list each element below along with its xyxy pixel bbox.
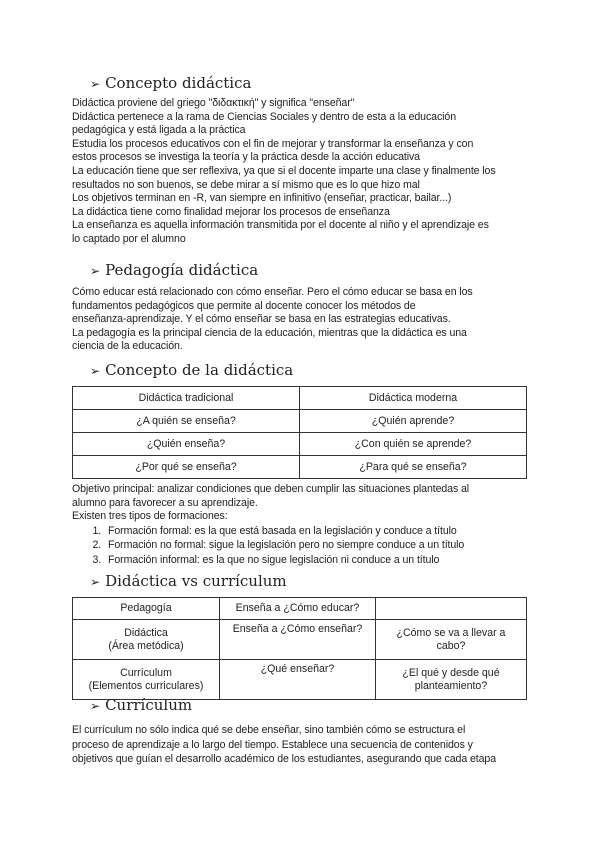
table-row — [73, 660, 527, 700]
table-cell: Didáctica moderna — [300, 387, 527, 410]
table-didactica-vs-curriculum — [72, 597, 528, 700]
text-line: lo captado por el alumno — [72, 232, 186, 245]
text-line: fundamentos pedagógicos que permite al docente conocer los métodos de — [72, 299, 416, 312]
text-line: El currículum no sólo indica qué se debe enseñar, sino también cómo se estructura el — [72, 724, 466, 736]
paragraph-pedagogia — [72, 286, 528, 354]
list-item: 2. Formación no formal: sigue la legislación pero no siempre conduce a un título — [104, 538, 528, 553]
paragraph-curriculum — [72, 723, 528, 767]
text-line: objetivos que guían el desarrollo académico de los estudiantes, asegurando que cada etapa — [72, 753, 496, 766]
table-cell: Enseña a ¿Cómo educar? — [220, 598, 376, 620]
table-didactica-tradicional-moderna — [72, 386, 528, 479]
text-line: proceso de aprendizaje a lo largo del tiempo. Establece una secuencia de contenidos y — [72, 738, 473, 751]
table-cell: ¿Para qué se enseña? — [300, 456, 527, 479]
arrowhead-bullet-icon: ➢ — [90, 364, 101, 378]
table-cell: ¿Por qué se enseña? — [73, 456, 300, 479]
heading-text: Pedagogía didáctica — [105, 261, 259, 279]
table-row — [73, 598, 527, 620]
paragraph-objetivo — [72, 483, 528, 568]
arrowhead-bullet-icon: ➢ — [90, 699, 101, 713]
list-item: 3. Formación informal: es la que no sigue legislación ni conduce a un título — [104, 553, 528, 568]
heading-concepto-de-la-didactica — [90, 361, 293, 379]
text-line: estos procesos se investiga la teoría y la práctica desde la acción educativa — [72, 151, 420, 164]
arrowhead-bullet-icon: ➢ — [90, 77, 101, 91]
table-cell: Enseña a ¿Cómo enseñar? — [220, 620, 376, 660]
table-cell — [376, 598, 527, 620]
text-line: La educación tiene que ser reflexiva, ya que si el docente imparte una clase y finalmente los — [72, 164, 496, 177]
heading-didactica-vs-curriculum — [90, 572, 287, 590]
heading-pedagogia-didactica — [90, 261, 258, 279]
table-cell: ¿Cómo se va a llevar a cabo? — [376, 620, 527, 660]
table-cell: Pedagogía — [73, 598, 220, 620]
table-cell: ¿El qué y desde qué planteamiento? — [376, 660, 527, 700]
text-line: pedagógica y está ligada a la práctica — [72, 124, 246, 137]
table-cell: ¿Quién enseña? — [73, 433, 300, 456]
table-cell: Didáctica tradicional — [73, 387, 300, 410]
text-line: alumno para favorecer a su aprendizaje. — [72, 496, 258, 509]
list-item: 1. Formación formal: es la que está basada en la legislación y conduce a título — [104, 524, 528, 539]
text-line: La didáctica tiene como finalidad mejorar los procesos de enseñanza — [72, 205, 390, 218]
heading-curriculum — [90, 696, 192, 714]
text-line: Didáctica pertenece a la rama de Ciencias Sociales y dentro de esta a la educación — [72, 110, 456, 123]
table-cell: Didáctica (Área metódica) — [73, 620, 220, 660]
text-line: Objetivo principal: analizar condiciones que deben cumplir las situaciones plantedas al — [72, 483, 470, 495]
text-line: La enseñanza es aquella información transmitida por el docente al niño y el aprendizaje es — [72, 219, 489, 232]
paragraph-concepto — [72, 97, 528, 247]
heading-text: Didáctica vs currículum — [105, 572, 287, 590]
formaciones-list — [72, 524, 528, 568]
table-cell: ¿Con quién se aprende? — [300, 433, 527, 456]
text-line: Estudia los procesos educativos con el fin de mejorar y transformar la enseñanza y con — [72, 137, 474, 150]
table-cell: ¿A quién se enseña? — [73, 410, 300, 433]
arrowhead-bullet-icon: ➢ — [90, 575, 101, 589]
table-row — [73, 387, 527, 410]
text-line: enseñanza-aprendizaje. Y el cómo enseñar se basa en las estrategias educativas. — [72, 313, 451, 326]
text-line: La pedagogía es la principal ciencia de la educación, mientras que la didáctica es una — [72, 326, 467, 339]
table-row — [73, 620, 527, 660]
table-cell: Currículum (Elementos curriculares) — [73, 660, 220, 700]
arrowhead-bullet-icon: ➢ — [90, 264, 101, 278]
table-cell: ¿Quién aprende? — [300, 410, 527, 433]
text-line: ciencia de la educación. — [72, 340, 183, 353]
table-cell: ¿Qué enseñar? — [220, 660, 376, 700]
text-line: Cómo educar está relacionado con cómo enseñar. Pero el cómo educar se basa en los — [72, 286, 473, 298]
table-row — [73, 433, 527, 456]
heading-text: Currículum — [105, 696, 193, 714]
text-line: Didáctica proviene del griego "διδακτική" y significa "enseñar" — [72, 97, 355, 109]
text-line: Los objetivos terminan en -R, van siempre en infinitivo (enseñar, practicar, bailar...) — [72, 192, 452, 205]
heading-text: Concepto de la didáctica — [105, 361, 294, 379]
text-line: resultados no son buenos, se debe mirar a sí mismo que es lo que hizo mal — [72, 178, 420, 191]
heading-concepto-didactica — [90, 74, 251, 92]
heading-text: Concepto didáctica — [105, 74, 252, 92]
table-row — [73, 456, 527, 479]
table-row — [73, 410, 527, 433]
text-line: Existen tres tipos de formaciones: — [72, 510, 228, 523]
